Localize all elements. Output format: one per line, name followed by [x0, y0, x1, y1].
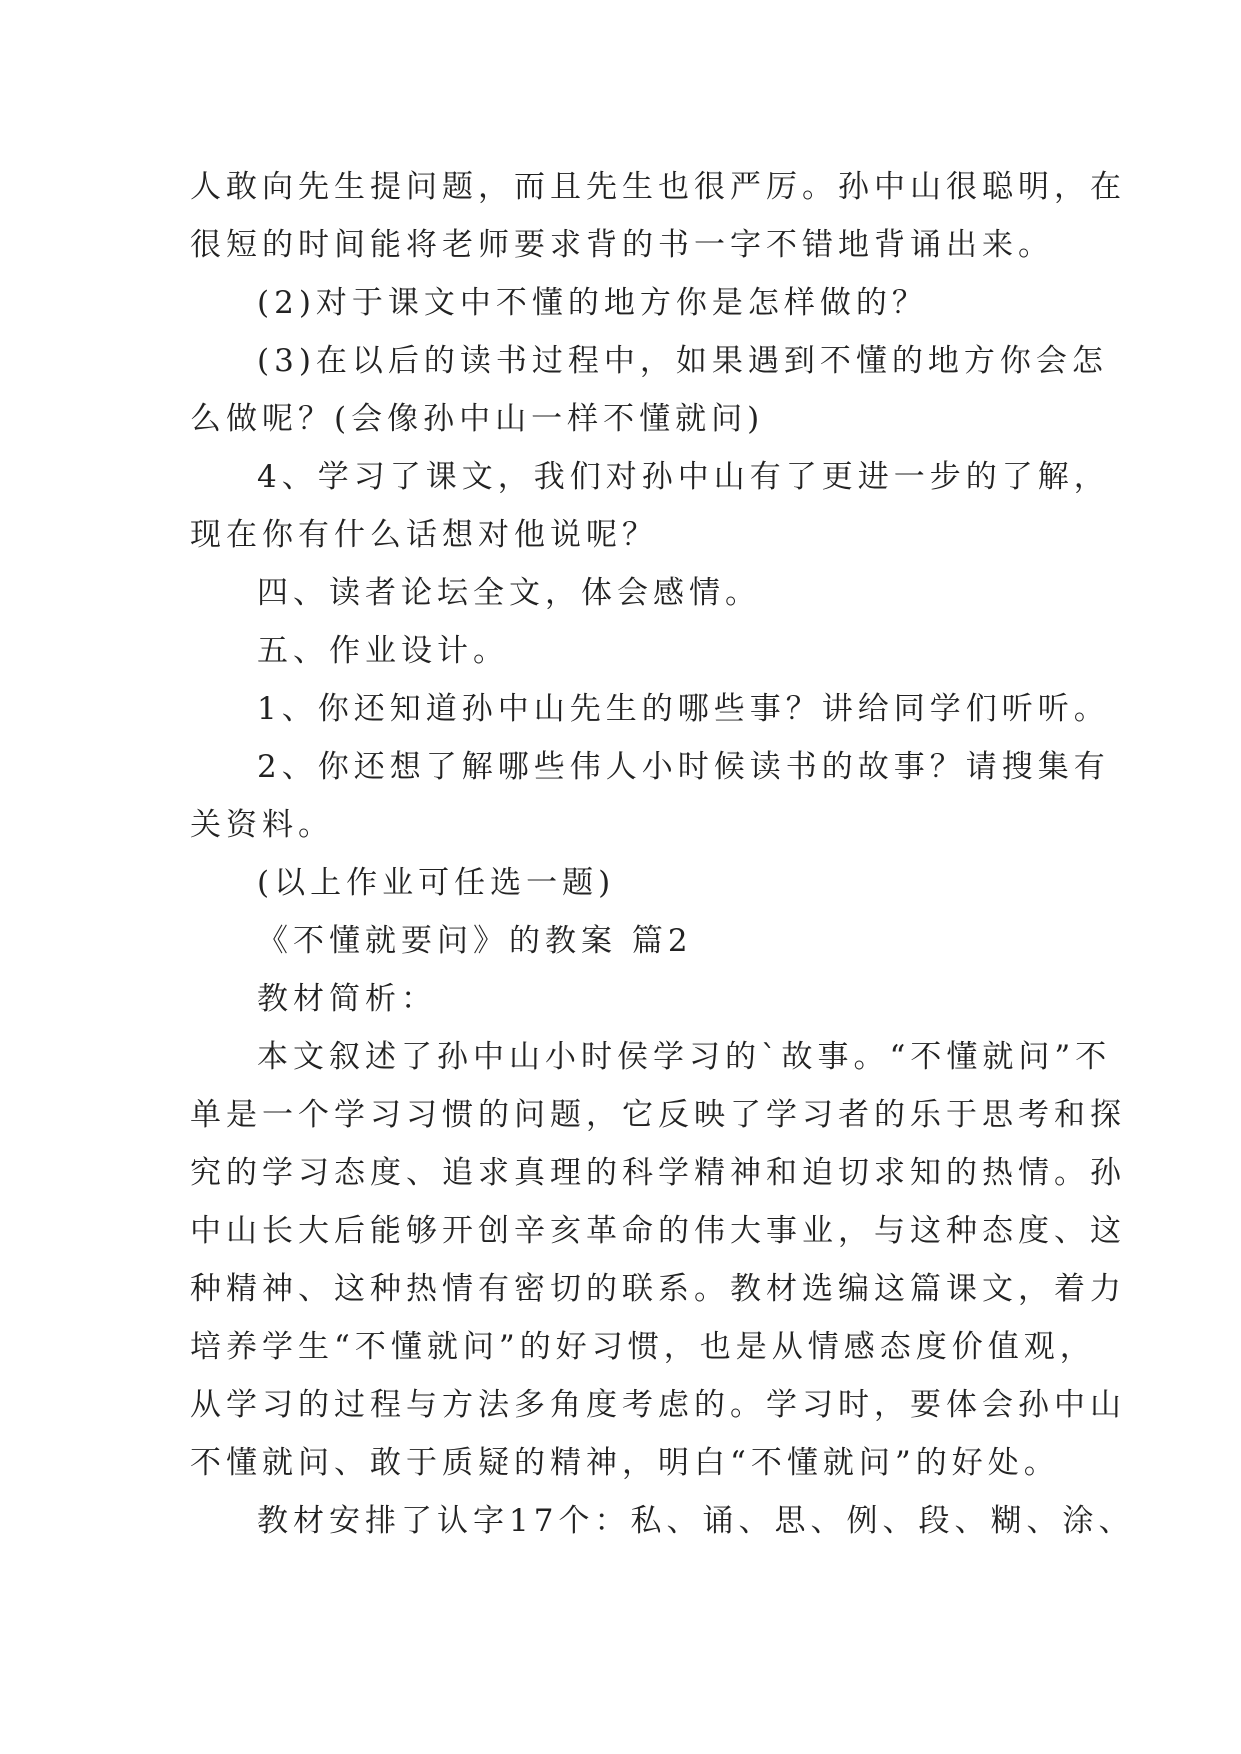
text-line: 四、读者论坛全文，体会感情。	[257, 575, 761, 611]
text-line: 么做呢？(会像孙中山一样不懂就问)	[190, 401, 765, 437]
text-line: 2、你还想了解哪些伟人小时候读书的故事？请搜集有	[257, 749, 1110, 785]
text-line: 4、学习了课文，我们对孙中山有了更进一步的了解，	[257, 459, 1110, 495]
text-line: 培养学生“不懂就问”的好习惯，也是从情感态度价值观，	[190, 1329, 1096, 1365]
text-line: 究的学习态度、追求真理的科学精神和迫切求知的热情。孙	[190, 1155, 1126, 1191]
text-line: (以上作业可任选一题)	[257, 865, 616, 901]
text-line: 单是一个学习习惯的问题，它反映了学习者的乐于思考和探	[190, 1097, 1126, 1133]
text-line: 很短的时间能将老师要求背的书一字不错地背诵出来。	[190, 227, 1054, 263]
text-line: 五、作业设计。	[257, 633, 509, 669]
text-line: (2)对于课文中不懂的地方你是怎样做的？	[257, 285, 928, 321]
text-line: 教材安排了认字17个：私、诵、思、例、段、糊、涂、	[257, 1503, 1135, 1539]
text-line: 1、你还知道孙中山先生的哪些事？讲给同学们听听。	[257, 691, 1110, 727]
text-line: 人敢向先生提问题，而且先生也很严厉。孙中山很聪明，在	[190, 169, 1126, 205]
text-line: 不懂就问、敢于质疑的精神，明白“不懂就问”的好处。	[190, 1445, 1060, 1481]
text-line: 中山长大后能够开创辛亥革命的伟大事业，与这种态度、这	[190, 1213, 1126, 1249]
text-line: 从学习的过程与方法多角度考虑的。学习时，要体会孙中山	[190, 1387, 1126, 1423]
section-heading: 《不懂就要问》的教案 篇2	[257, 923, 693, 959]
text-line: 现在你有什么话想对他说呢？	[190, 517, 658, 553]
document-page	[190, 158, 1135, 1550]
text-line: (3)在以后的读书过程中，如果遇到不懂的地方你会怎	[257, 343, 1108, 379]
text-line: 本文叙述了孙中山小时侯学习的`故事。“不懂就问”不	[257, 1039, 1112, 1075]
text-line: 关资料。	[190, 807, 334, 843]
text-line: 教材简析：	[257, 981, 437, 1017]
text-line: 种精神、这种热情有密切的联系。教材选编这篇课文，着力	[190, 1271, 1126, 1307]
